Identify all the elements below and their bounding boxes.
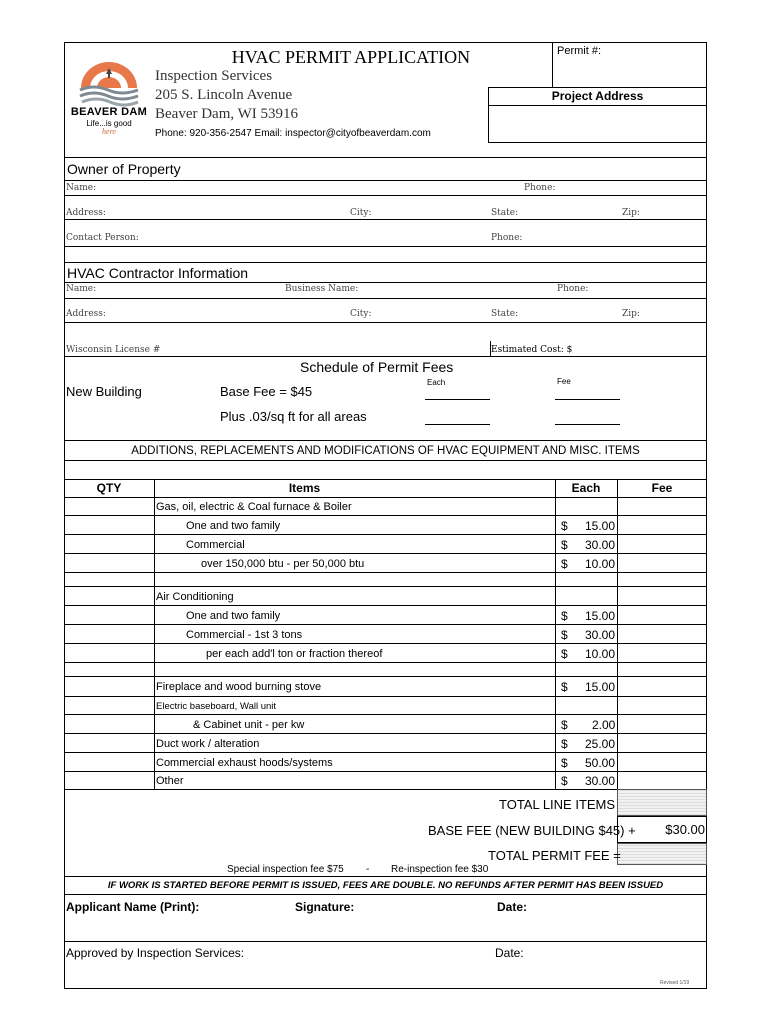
logo-tagline-here: here xyxy=(102,127,116,136)
owner-state-label: State: xyxy=(491,208,519,218)
row-line xyxy=(64,676,707,677)
contractor-phone-label: Phone: xyxy=(557,284,589,294)
logo-brand-text: BEAVER DAM xyxy=(70,106,148,118)
owner-contact-field[interactable] xyxy=(64,246,707,247)
col-header-top xyxy=(64,479,707,480)
dollar-sign: $ xyxy=(561,756,568,770)
sqft-each-field[interactable] xyxy=(425,424,490,425)
special-inspection-fee: Special inspection fee $75 xyxy=(227,864,344,875)
ac-amt-2: 30.00 xyxy=(585,628,616,642)
dollar-sign: $ xyxy=(561,737,568,751)
col-qty: QTY xyxy=(96,481,122,495)
dollar-sign: $ xyxy=(561,774,568,788)
new-building-label: New Building xyxy=(66,384,142,399)
schedule-fee-label: Fee xyxy=(557,377,571,386)
contractor-heading: HVAC Contractor Information xyxy=(67,265,249,281)
fireplace-item: Fireplace and wood burning stove xyxy=(156,681,322,693)
row-line xyxy=(64,515,707,516)
dept-name: Inspection Services xyxy=(155,68,273,84)
warning-bottom-line xyxy=(64,894,707,895)
furnace-item-3: over 150,000 btu - per 50,000 btu xyxy=(201,558,365,570)
signature-line[interactable] xyxy=(64,941,707,942)
cost-divider xyxy=(490,341,491,357)
additions-top-line xyxy=(64,440,707,441)
owner-city-label: City: xyxy=(350,208,372,218)
row-line xyxy=(64,733,707,734)
total-line-items-box[interactable] xyxy=(617,789,707,816)
row-line xyxy=(64,605,707,606)
row-line xyxy=(64,752,707,753)
grid-v-each-left xyxy=(555,479,556,790)
row-line xyxy=(64,586,707,587)
owner-phone2-label: Phone: xyxy=(491,233,523,243)
owner-phone-label: Phone: xyxy=(524,183,556,193)
row-line xyxy=(64,643,707,644)
ac-heading: Air Conditioning xyxy=(156,591,234,603)
owner-section-top xyxy=(64,157,707,158)
col-header-bottom xyxy=(64,497,707,498)
permit-box-left xyxy=(552,42,553,88)
owner-name-label: Name: xyxy=(66,183,97,193)
dollar-sign: $ xyxy=(561,718,568,732)
duct-amt: 25.00 xyxy=(585,737,616,751)
contractor-license-label: Wisconsin License # xyxy=(66,345,161,355)
warning-top-line xyxy=(64,876,707,877)
owner-heading: Owner of Property xyxy=(67,161,181,177)
furnace-amt-2: 30.00 xyxy=(585,538,616,552)
total-permit-fee-box[interactable] xyxy=(617,843,707,865)
dollar-sign: $ xyxy=(561,628,568,642)
furnace-heading: Gas, oil, electric & Coal furnace & Boiler xyxy=(156,501,352,513)
contractor-license-field[interactable] xyxy=(64,356,707,357)
new-building-fee-field[interactable] xyxy=(555,399,620,400)
row-line xyxy=(64,714,707,715)
contractor-section-top xyxy=(64,262,707,263)
exhaust-amt: 50.00 xyxy=(585,756,616,770)
dollar-sign: $ xyxy=(561,519,568,533)
schedule-heading: Schedule of Permit Fees xyxy=(300,359,454,375)
permit-number-label: Permit #: xyxy=(557,45,602,57)
row-line xyxy=(64,696,707,697)
schedule-each-label: Each xyxy=(427,378,446,387)
owner-zip-label: Zip: xyxy=(622,208,640,218)
ac-item-1: One and two family xyxy=(186,610,281,622)
reinspection-fee: Re-inspection fee $30 xyxy=(391,864,489,875)
contractor-address-label: Address: xyxy=(66,309,106,319)
contractor-city-label: City: xyxy=(350,309,372,319)
dept-city: Beaver Dam, WI 53916 xyxy=(155,106,299,122)
dept-contact: Phone: 920-356-2547 Email: inspector@cityofbeaverdam.com xyxy=(155,128,431,139)
total-permit-fee-label: TOTAL PERMIT FEE = xyxy=(488,848,621,863)
grid-v-each-right xyxy=(617,479,618,790)
warning-text: IF WORK IS STARTED BEFORE PERMIT IS ISSUED, FEES ARE DOUBLE. NO REFUNDS AFTER PERMIT HAS BEEN ISSUED xyxy=(107,880,664,891)
revision-note: Revised 1/19 xyxy=(660,980,690,986)
ac-amt-1: 15.00 xyxy=(585,609,616,623)
additions-heading: ADDITIONS, REPLACEMENTS AND MODIFICATIONS OF HVAC EQUIPMENT AND MISC. ITEMS xyxy=(131,445,640,457)
baseboard-amt: 2.00 xyxy=(592,718,616,732)
row-line xyxy=(64,771,707,772)
grid-v-qty xyxy=(154,479,155,790)
plus-sqft-label: Plus .03/sq ft for all areas xyxy=(220,409,367,424)
applicant-name-label: Applicant Name (Print): xyxy=(66,900,200,914)
contractor-address-field[interactable] xyxy=(64,322,707,323)
logo-tagline: Life...is good xyxy=(86,119,132,128)
signature-label: Signature: xyxy=(295,900,355,914)
baseboard-heading: Electric baseboard, Wall unit xyxy=(156,701,277,712)
other-amt: 30.00 xyxy=(585,774,616,788)
row-line xyxy=(64,534,707,535)
col-fee: Fee xyxy=(651,481,673,495)
owner-contact-label: Contact Person: xyxy=(66,233,139,243)
total-line-items-label: TOTAL LINE ITEMS xyxy=(499,797,616,812)
other-item: Other xyxy=(156,775,184,787)
col-each: Each xyxy=(571,481,601,495)
base-fee-label: Base Fee = $45 xyxy=(220,384,313,399)
furnace-amt-1: 15.00 xyxy=(585,519,616,533)
ac-item-3: per each add'l ton or fraction thereof xyxy=(206,648,383,660)
dollar-sign: $ xyxy=(561,680,568,694)
row-line xyxy=(64,572,707,573)
project-address-label: Project Address xyxy=(488,89,707,106)
furnace-item-1: One and two family xyxy=(186,520,281,532)
owner-address-label: Address: xyxy=(66,208,106,218)
baseboard-item: & Cabinet unit - per kw xyxy=(193,719,305,731)
row-line xyxy=(64,553,707,554)
owner-address-field[interactable] xyxy=(64,219,707,220)
additions-heading-line xyxy=(64,460,707,461)
contractor-heading-line xyxy=(64,282,707,283)
contractor-state-label: State: xyxy=(491,309,519,319)
col-items: Items xyxy=(288,481,321,495)
contractor-business-label: Business Name: xyxy=(285,284,359,294)
form-title: HVAC PERMIT APPLICATION xyxy=(231,47,471,67)
contractor-cost-label: Estimated Cost: $ xyxy=(491,345,573,355)
exhaust-item: Commercial exhaust hoods/systems xyxy=(156,757,333,769)
ac-item-2: Commercial - 1st 3 tons xyxy=(186,629,303,641)
owner-name-field[interactable] xyxy=(64,195,707,196)
applicant-date-label: Date: xyxy=(497,900,528,914)
owner-heading-line xyxy=(64,180,707,181)
fireplace-amt: 15.00 xyxy=(585,680,616,694)
dollar-sign: $ xyxy=(561,647,568,661)
row-line xyxy=(64,662,707,663)
approved-by-label: Approved by Inspection Services: xyxy=(66,946,245,960)
sqft-fee-field[interactable] xyxy=(555,424,620,425)
dollar-sign: $ xyxy=(561,557,568,571)
row-line xyxy=(64,624,707,625)
contractor-zip-label: Zip: xyxy=(622,309,640,319)
dollar-sign: $ xyxy=(561,538,568,552)
dollar-sign: $ xyxy=(561,609,568,623)
new-building-each-field[interactable] xyxy=(425,399,490,400)
furnace-amt-3: 10.00 xyxy=(585,557,616,571)
dept-street: 205 S. Lincoln Avenue xyxy=(155,87,293,103)
row-line xyxy=(64,789,707,790)
contractor-name-label: Name: xyxy=(66,284,97,294)
base-fee-total-label: BASE FEE (NEW BUILDING $45) + xyxy=(428,823,636,838)
contractor-name-field[interactable] xyxy=(64,298,707,299)
base-fee-value: $30.00 xyxy=(665,822,705,837)
approval-date-label: Date: xyxy=(495,946,524,960)
furnace-item-2: Commercial xyxy=(186,539,245,551)
ac-amt-3: 10.00 xyxy=(585,647,616,661)
duct-item: Duct work / alteration xyxy=(156,738,260,750)
fee-separator: - xyxy=(366,864,370,875)
grid-v-right xyxy=(706,479,707,790)
